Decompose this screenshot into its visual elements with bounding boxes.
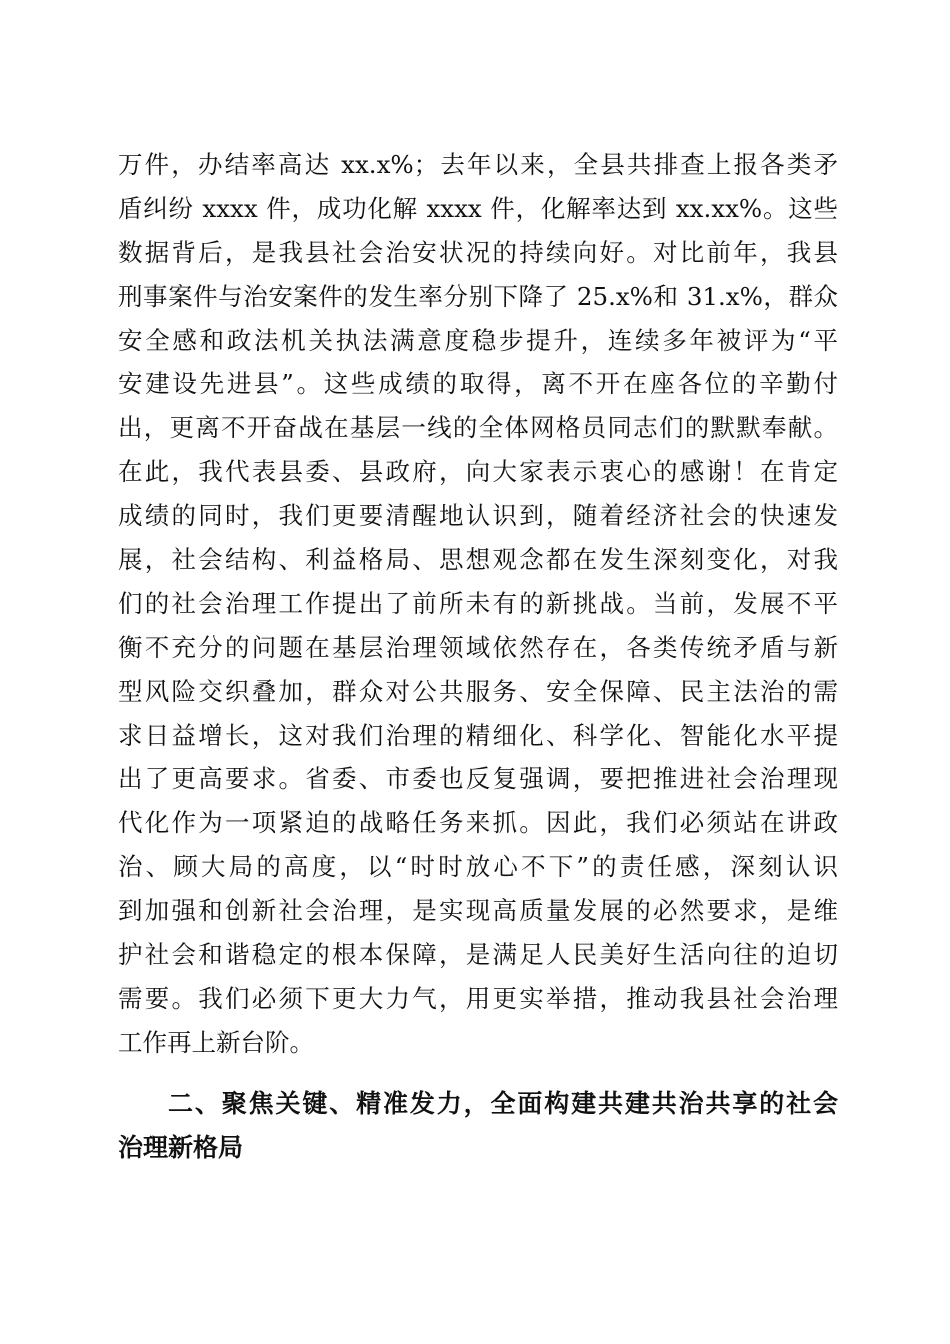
paragraph-line: 工作再上新台阶。 — [118, 1027, 314, 1057]
paragraph-line: 出，更离不开奋战在基层一线的全体网格员同志们的默默奉献。 — [118, 413, 838, 443]
paragraph-line: 安建设先进县”。这些成绩的取得，离不开在座各位的辛勤付 — [118, 369, 838, 399]
paragraph-line: 护社会和谐稳定的根本保障，是满足人民美好生活向往的迫切 — [118, 940, 838, 970]
paragraph-line: 展，社会结构、利益格局、思想观念都在发生深刻变化，对我 — [118, 545, 838, 575]
section-heading — [118, 1082, 838, 1170]
paragraph-line: 型风险交织叠加，群众对公共服务、安全保障、民主法治的需 — [118, 676, 838, 706]
paragraph-line: 到加强和创新社会治理，是实现高质量发展的必然要求，是维 — [118, 896, 838, 926]
paragraph-line: 们的社会治理工作提出了前所未有的新挑战。当前，发展不平 — [118, 588, 838, 618]
paragraph-line: 治、顾大局的高度，以“时时放心不下”的责任感，深刻认识 — [118, 852, 838, 882]
body-paragraph — [118, 143, 838, 1065]
heading-line: 二、聚焦关键、精准发力，全面构建共建共治共享的社会 — [168, 1089, 838, 1118]
heading-line: 治理新格局 — [118, 1133, 244, 1162]
paragraph-line: 万件，办结率高达 xx.x%；去年以来，全县共排查上报各类矛 — [118, 150, 838, 179]
paragraph-line: 出了更高要求。省委、市委也反复强调，要把推进社会治理现 — [118, 764, 838, 794]
paragraph-line: 在此，我代表县委、县政府，向大家表示衷心的感谢！在肯定 — [118, 457, 838, 487]
paragraph-line: 成绩的同时，我们更要清醒地认识到，随着经济社会的快速发 — [118, 501, 838, 531]
paragraph-line: 代化作为一项紧迫的战略任务来抓。因此，我们必须站在讲政 — [118, 808, 838, 838]
paragraph-line: 盾纠纷 xxxx 件，成功化解 xxxx 件，化解率达到 xx.xx%。这些 — [118, 193, 838, 223]
paragraph-line: 数据背后，是我县社会治安状况的持续向好。对比前年，我县 — [118, 237, 838, 267]
paragraph-line: 求日益增长，这对我们治理的精细化、科学化、智能化水平提 — [118, 720, 838, 750]
paragraph-line: 安全感和政法机关执法满意度稳步提升，连续多年被评为“平 — [118, 325, 838, 355]
paragraph-line: 刑事案件与治安案件的发生率分别下降了 25.x%和 31.x%，群众 — [118, 281, 838, 311]
paragraph-line: 衡不充分的问题在基层治理领域依然存在，各类传统矛盾与新 — [118, 632, 838, 662]
paragraph-line: 需要。我们必须下更大力气，用更实举措，推动我县社会治理 — [118, 983, 838, 1013]
